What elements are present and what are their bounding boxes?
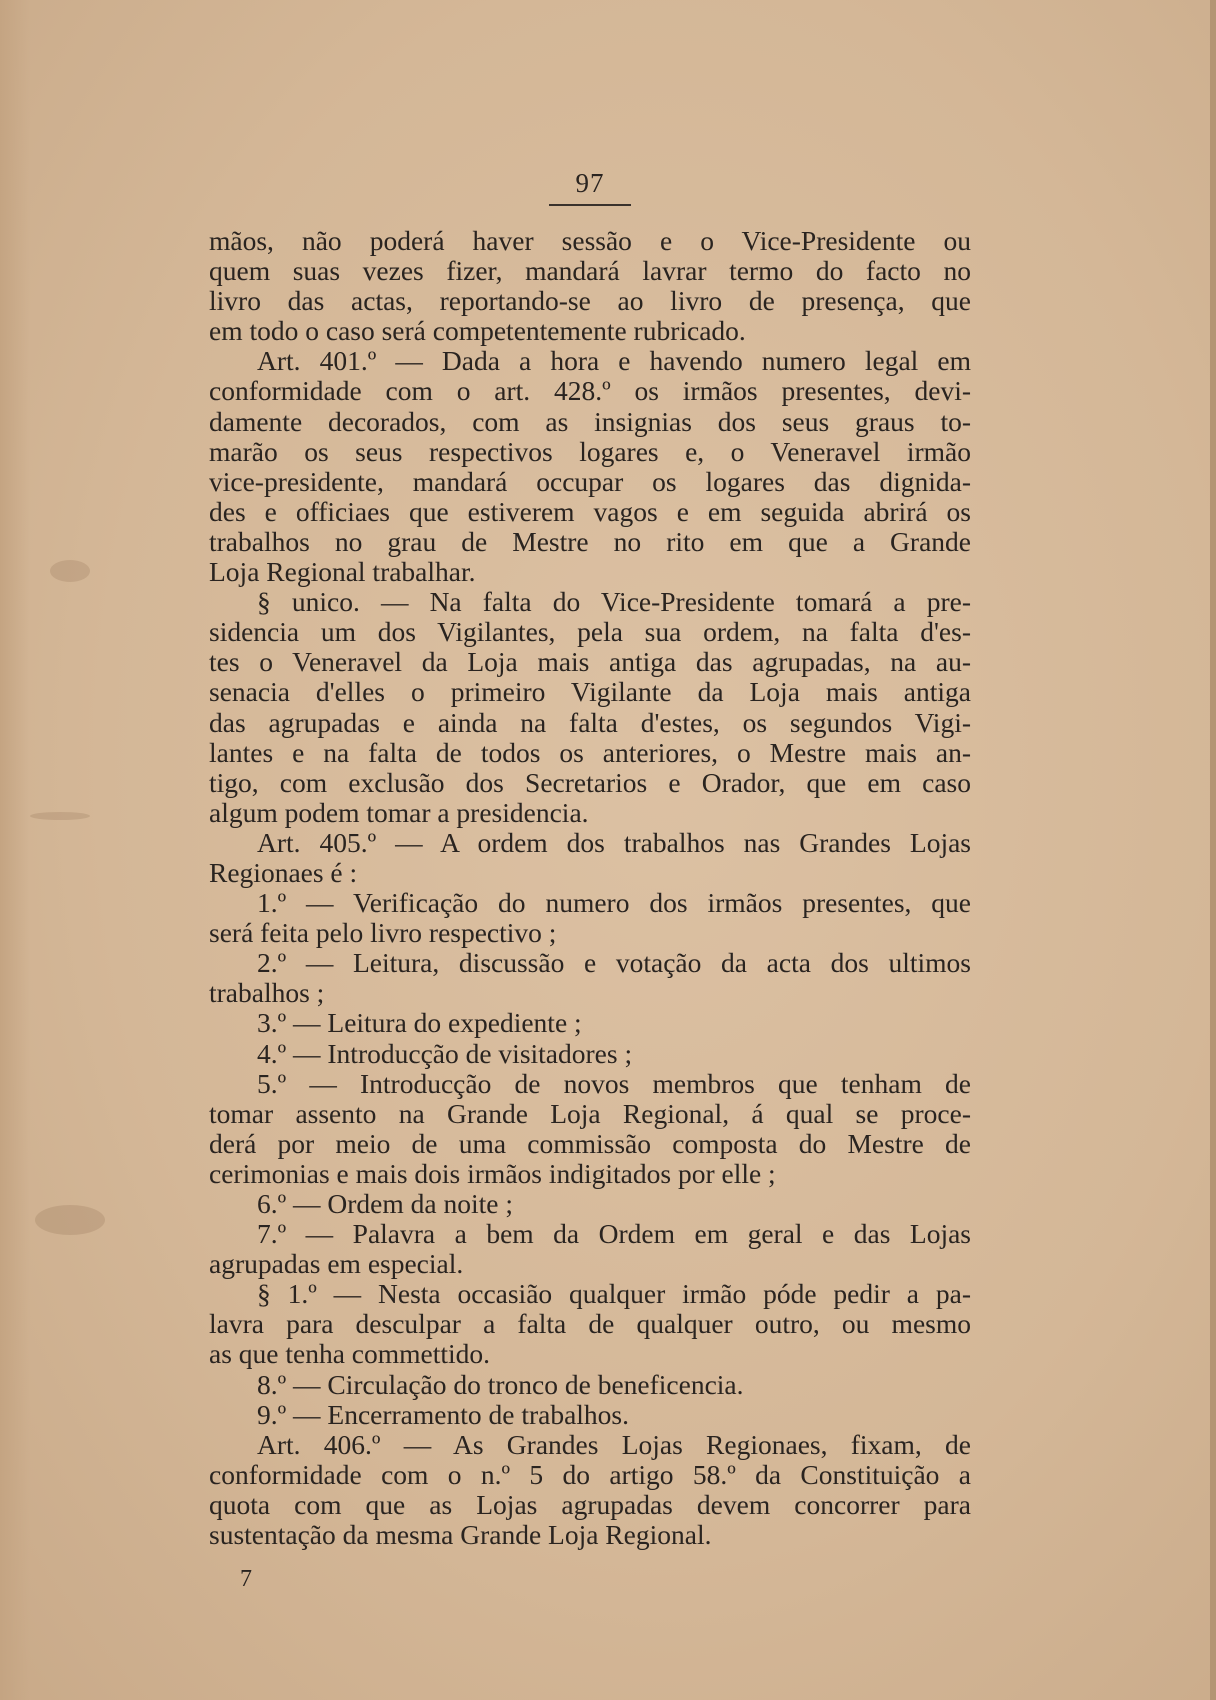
- body-text: [209, 226, 971, 1550]
- text-line: 6.º — Ordem da noite ;: [257, 1188, 513, 1219]
- text-line: as que tenha commettido.: [209, 1338, 491, 1370]
- text-line: quem suas vezes fizer, mandará lavrar termo do facto no: [209, 255, 971, 287]
- paragraph: [209, 1370, 971, 1400]
- text-line: 2.º — Leitura, discussão e votação da acta dos ultimos: [257, 947, 971, 979]
- text-line: conformidade com o art. 428.º os irmãos presentes, devi-: [209, 375, 971, 407]
- text-line: Art. 405.º — A ordem dos trabalhos nas Grandes Lojas: [257, 826, 971, 858]
- paragraph: [209, 1039, 971, 1069]
- text-line: mãos, não poderá haver sessão e o Vice-Presidente ou: [209, 225, 971, 256]
- text-line: 1.º — Verificação do numero dos irmãos presentes, que: [257, 887, 971, 919]
- paragraph: [209, 1279, 971, 1369]
- text-line: Regionaes é :: [209, 856, 358, 888]
- text-line: agrupadas em especial.: [209, 1248, 464, 1280]
- text-line: § unico. — Na falta do Vice-Presidente tomará a pre-: [257, 586, 971, 618]
- text-line: marão os seus respectivos logares e, o Veneravel irmão: [209, 435, 971, 467]
- text-line: sidencia um dos Vigilantes, pela sua ordem, na falta d'es-: [209, 616, 971, 648]
- text-line: quota com que as Lojas agrupadas devem concorrer para: [209, 1488, 971, 1520]
- text-line: 9.º — Encerramento de trabalhos.: [257, 1398, 630, 1430]
- text-line: em todo o caso será competentemente rubricado.: [209, 315, 746, 347]
- paragraph: [209, 948, 971, 1008]
- paragraph: [209, 1069, 971, 1189]
- text-line: conformidade com o n.º 5 do artigo 58.º da Constituição a: [209, 1458, 971, 1490]
- text-line: 7.º — Palavra a bem da Ordem em geral e das Lojas: [257, 1218, 971, 1250]
- text-line: sustentação da mesma Grande Loja Regional.: [209, 1519, 712, 1551]
- text-line: Art. 406.º — As Grandes Lojas Regionaes, fixam, de: [257, 1428, 971, 1460]
- text-line: lantes e na falta de todos os anteriores, o Mestre mais an-: [209, 736, 971, 768]
- signature-mark: 7: [240, 1566, 252, 1592]
- paper-stain: [50, 560, 90, 582]
- text-line: damente decorados, com as insignias dos seus graus to-: [209, 405, 971, 437]
- text-line: vice-presidente, mandará occupar os logares das dignida-: [209, 465, 971, 497]
- paragraph: [209, 1189, 971, 1219]
- paragraph: [209, 1008, 971, 1038]
- text-line: tigo, com exclusão dos Secretarios e Orador, que em caso: [209, 766, 971, 798]
- text-line: será feita pelo livro respectivo ;: [209, 917, 557, 949]
- paragraph: [209, 1430, 971, 1550]
- text-line: cerimonias e mais dois irmãos indigitados por elle ;: [209, 1157, 776, 1189]
- text-line: Loja Regional trabalhar.: [209, 556, 476, 588]
- paragraph: [209, 346, 971, 587]
- text-line: Art. 401.º — Dada a hora e havendo numero legal em: [257, 345, 971, 377]
- paragraph: [209, 828, 971, 888]
- text-line: des e officiaes que estiverem vagos e em seguida abrirá os: [209, 495, 971, 527]
- text-line: trabalhos no grau de Mestre no rito em que a Grande: [209, 525, 971, 557]
- paragraph: [209, 888, 971, 948]
- page-edge-shadow: [0, 0, 30, 1700]
- paragraph: [209, 226, 971, 346]
- text-line: 4.º — Introducção de visitadores ;: [257, 1037, 633, 1069]
- text-line: 8.º — Circulação do tronco de beneficencia.: [257, 1368, 744, 1400]
- page-number: 97: [575, 168, 605, 198]
- text-line: livro das actas, reportando-se ao livro de presença, que: [209, 285, 971, 317]
- paragraph: [209, 587, 971, 828]
- text-line: tes o Veneravel da Loja mais antiga das agrupadas, na au-: [209, 646, 971, 678]
- paragraph: [209, 1400, 971, 1430]
- text-line: lavra para desculpar a falta de qualquer outro, ou mesmo: [209, 1308, 971, 1340]
- paragraph: [209, 1219, 971, 1279]
- text-line: tomar assento na Grande Loja Regional, á qual se proce-: [209, 1097, 971, 1129]
- header-rule: [549, 204, 631, 206]
- text-line: senacia d'elles o primeiro Vigilante da Loja mais antiga: [209, 676, 971, 708]
- text-line: trabalhos ;: [209, 977, 325, 1009]
- text-line: 3.º — Leitura do expediente ;: [257, 1007, 582, 1039]
- text-line: 5.º — Introducção de novos membros que tenham de: [257, 1067, 971, 1099]
- text-line: derá por meio de uma commissão composta do Mestre de: [209, 1127, 971, 1159]
- paper-stain: [30, 812, 90, 820]
- text-line: algum podem tomar a presidencia.: [209, 796, 589, 828]
- paper-stain: [35, 1205, 105, 1235]
- text-line: das agrupadas e ainda na falta d'estes, os segundos Vigi-: [209, 706, 971, 738]
- text-line: § 1.º — Nesta occasião qualquer irmão póde pedir a pa-: [257, 1278, 971, 1310]
